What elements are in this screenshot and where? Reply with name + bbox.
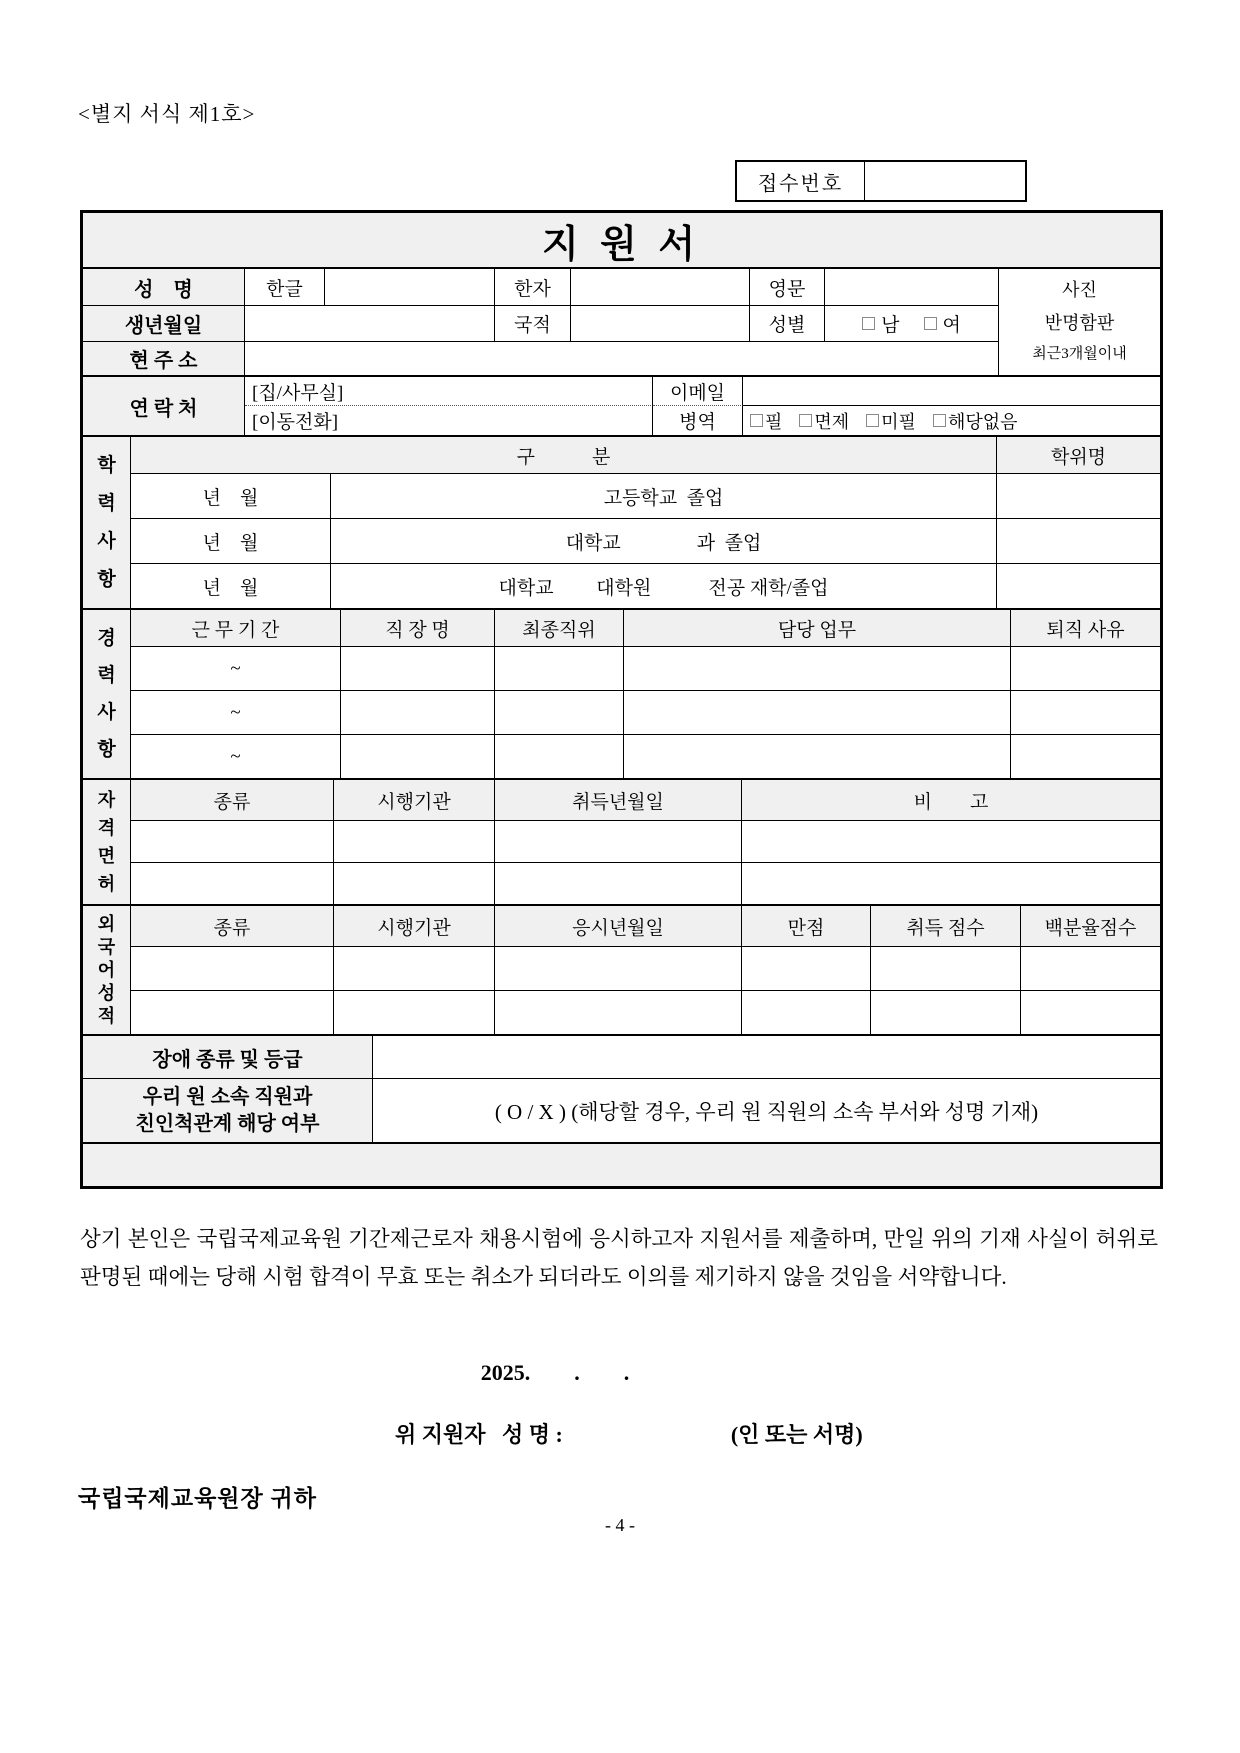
license-row <box>131 862 1160 904</box>
signature-note: (인 또는 서명) <box>730 1422 863 1447</box>
language-section <box>83 904 1160 1034</box>
license-header-date: 취득년월일 <box>495 780 742 820</box>
career-section <box>83 608 1160 778</box>
photo-line-2: 반명함판 <box>1044 312 1115 333</box>
relative-row <box>83 1078 1160 1142</box>
education-header-degree: 학위명 <box>997 437 1160 473</box>
name-hangul-input <box>325 269 495 305</box>
career-header-period: 근 무 기 간 <box>131 610 341 646</box>
education-section <box>83 435 1160 608</box>
gender-option-female <box>924 310 961 337</box>
education-section-label: 학력사항 <box>97 454 116 590</box>
recipient: 국립국제교육원장 귀하 <box>78 1486 317 1511</box>
career-header-row <box>131 610 1160 646</box>
career-company-cell <box>341 691 495 734</box>
career-position-cell <box>495 647 624 690</box>
birthdate-row <box>83 305 998 341</box>
relative-label <box>83 1079 373 1142</box>
license-type-cell <box>131 821 334 862</box>
career-duty-cell <box>624 647 1011 690</box>
license-type-cell <box>131 863 334 904</box>
license-org-cell <box>334 821 495 862</box>
career-reason-cell <box>1011 647 1160 690</box>
disability-row <box>83 1034 1160 1078</box>
education-content-cell: 고등학교 졸업 <box>331 474 997 518</box>
career-row <box>131 734 1160 778</box>
license-section-label: 자격면허 <box>97 790 116 894</box>
license-header-note: 비 고 <box>742 780 1160 820</box>
career-row <box>131 690 1160 734</box>
name-english-label: 영문 <box>750 269 825 305</box>
education-degree-cell <box>997 474 1160 518</box>
declaration-text: 상기 본인은 국립국제교육원 기간제근로자 채용시험에 응시하고자 지원서를 제출하며, 만일 위의 기재 사실이 허위로 판명된 때에는 당해 시험 합격이 무효 또는 취소가 되더라도 이의를 제기하지 않을 것임을 서약합니다. <box>80 1227 1158 1290</box>
language-max-cell <box>742 991 871 1034</box>
license-row <box>131 820 1160 862</box>
address-row <box>83 341 998 375</box>
birthdate-input <box>245 306 495 341</box>
contact-label: 연 락 처 <box>83 377 245 435</box>
nationality-input <box>571 306 750 341</box>
education-date-cell: 년 월 <box>131 564 331 608</box>
language-org-cell <box>334 991 495 1034</box>
career-company-cell <box>341 735 495 778</box>
career-header-reason: 퇴직 사유 <box>1011 610 1160 646</box>
education-row-highschool <box>131 473 1160 518</box>
language-section-label: 외국어성적 <box>97 913 116 1026</box>
checkbox-icon <box>862 317 875 330</box>
career-section-label-cell <box>83 610 131 778</box>
name-english-input <box>825 269 998 305</box>
date-line: 2025. . . <box>480 1360 630 1385</box>
career-reason-cell <box>1011 735 1160 778</box>
gender-option-male-label: 남 <box>881 315 900 336</box>
birthdate-label: 생년월일 <box>83 306 245 341</box>
language-header-date: 응시년월일 <box>495 906 742 946</box>
language-row <box>131 990 1160 1034</box>
personal-info-section <box>83 267 1160 375</box>
nationality-label: 국적 <box>495 306 571 341</box>
language-max-cell <box>742 947 871 990</box>
education-date-cell: 년 월 <box>131 474 331 518</box>
language-score-cell <box>871 991 1021 1034</box>
page-number: - 4 - <box>605 1515 635 1535</box>
phone-home-cell: [집/사무실] <box>245 377 653 406</box>
military-option-exempt <box>799 408 849 434</box>
gender-option-male <box>862 310 899 337</box>
education-header-row <box>131 437 1160 473</box>
career-header-company: 직 장 명 <box>341 610 495 646</box>
license-header-org: 시행기관 <box>334 780 495 820</box>
military-option-na-label: 해당없음 <box>947 411 1018 432</box>
checkbox-icon <box>799 414 812 427</box>
contact-row-mobile <box>245 406 1160 435</box>
name-hanja-input <box>571 269 750 305</box>
email-input <box>743 377 1160 406</box>
language-header-max: 만점 <box>742 906 871 946</box>
receipt-number-label: 접수번호 <box>737 162 865 200</box>
language-type-cell <box>131 991 334 1034</box>
language-org-cell <box>334 947 495 990</box>
language-date-cell <box>495 991 742 1034</box>
language-type-cell <box>131 947 334 990</box>
relative-label-line1: 우리 원 소속 직원과 <box>142 1085 313 1108</box>
education-header-category: 구 분 <box>131 437 997 473</box>
application-form-table <box>80 210 1163 1189</box>
name-row <box>83 269 998 305</box>
disability-label: 장애 종류 및 등급 <box>83 1036 373 1078</box>
receipt-number-input <box>865 162 1025 200</box>
license-section-label-cell <box>83 780 131 904</box>
education-row-graduate <box>131 563 1160 608</box>
military-options <box>743 406 1160 435</box>
military-option-completed <box>750 408 782 434</box>
checkbox-icon <box>924 317 937 330</box>
career-period-cell: ~ <box>131 647 341 690</box>
career-position-cell <box>495 691 624 734</box>
address-input <box>245 342 998 375</box>
phone-mobile-cell: [이동전화] <box>245 406 653 435</box>
contact-section <box>83 375 1160 435</box>
name-hanja-label: 한자 <box>495 269 571 305</box>
license-header-type: 종류 <box>131 780 334 820</box>
gender-option-female-label: 여 <box>942 315 961 336</box>
career-duty-cell <box>624 735 1011 778</box>
education-degree-cell <box>997 519 1160 563</box>
form-title-row <box>83 213 1160 267</box>
language-header-org: 시행기관 <box>334 906 495 946</box>
military-option-na <box>933 408 1018 434</box>
career-position-cell <box>495 735 624 778</box>
contact-row-home <box>245 377 1160 406</box>
email-label: 이메일 <box>653 377 743 406</box>
relative-label-line2: 친인척관계 해당 여부 <box>135 1112 320 1135</box>
language-section-label-cell <box>83 906 131 1034</box>
checkbox-icon <box>750 414 763 427</box>
education-row-university <box>131 518 1160 563</box>
license-header-row <box>131 780 1160 820</box>
disability-input <box>373 1036 1160 1078</box>
license-note-cell <box>742 821 1160 862</box>
career-row <box>131 646 1160 690</box>
name-hangul-label: 한글 <box>245 269 325 305</box>
education-section-label-cell <box>83 437 131 608</box>
career-period-cell: ~ <box>131 735 341 778</box>
military-option-exempt-label: 면제 <box>814 411 850 432</box>
military-option-completed-label: 필 <box>765 411 783 432</box>
career-header-duty: 담당 업무 <box>624 610 1011 646</box>
gender-label: 성별 <box>750 306 825 341</box>
career-section-label: 경력사항 <box>97 628 116 760</box>
table-footer-band <box>83 1142 1160 1186</box>
license-date-cell <box>495 821 742 862</box>
language-percent-cell <box>1021 991 1160 1034</box>
relative-content: ( O / X ) (해당할 경우, 우리 원 직원의 소속 부서와 성명 기재) <box>494 1099 1039 1124</box>
signature-label: 위 지원자 성 명 : <box>395 1422 563 1447</box>
language-header-row <box>131 906 1160 946</box>
career-reason-cell <box>1011 691 1160 734</box>
receipt-number-box <box>735 160 1027 202</box>
military-label: 병역 <box>653 406 743 435</box>
career-header-position: 최종직위 <box>495 610 624 646</box>
license-org-cell <box>334 863 495 904</box>
education-content-cell: 대학교 대학원 전공 재학/졸업 <box>331 564 997 608</box>
photo-line-1: 사진 <box>1062 280 1097 301</box>
education-degree-cell <box>997 564 1160 608</box>
gender-options <box>825 306 998 341</box>
career-company-cell <box>341 647 495 690</box>
career-duty-cell <box>624 691 1011 734</box>
license-note-cell <box>742 863 1160 904</box>
checkbox-icon <box>866 414 879 427</box>
education-content-cell: 대학교 과 졸업 <box>331 519 997 563</box>
language-header-score: 취득 점수 <box>871 906 1021 946</box>
language-score-cell <box>871 947 1021 990</box>
education-date-cell: 년 월 <box>131 519 331 563</box>
name-label: 성 명 <box>83 269 245 305</box>
signature-line <box>80 1418 1157 1449</box>
military-option-not-completed <box>866 408 916 434</box>
address-label: 현 주 소 <box>83 342 245 375</box>
license-date-cell <box>495 863 742 904</box>
license-section <box>83 778 1160 904</box>
form-note: <별지 서식 제1호> <box>78 102 256 126</box>
language-row <box>131 946 1160 990</box>
language-header-percent: 백분율점수 <box>1021 906 1160 946</box>
photo-box <box>998 269 1160 375</box>
language-header-type: 종류 <box>131 906 334 946</box>
checkbox-icon <box>933 414 946 427</box>
military-option-not-completed-label: 미필 <box>881 411 916 432</box>
language-date-cell <box>495 947 742 990</box>
photo-line-3: 최근3개월이내 <box>1032 346 1127 362</box>
career-period-cell: ~ <box>131 691 341 734</box>
language-percent-cell <box>1021 947 1160 990</box>
form-title: 지 원 서 <box>83 213 1160 267</box>
